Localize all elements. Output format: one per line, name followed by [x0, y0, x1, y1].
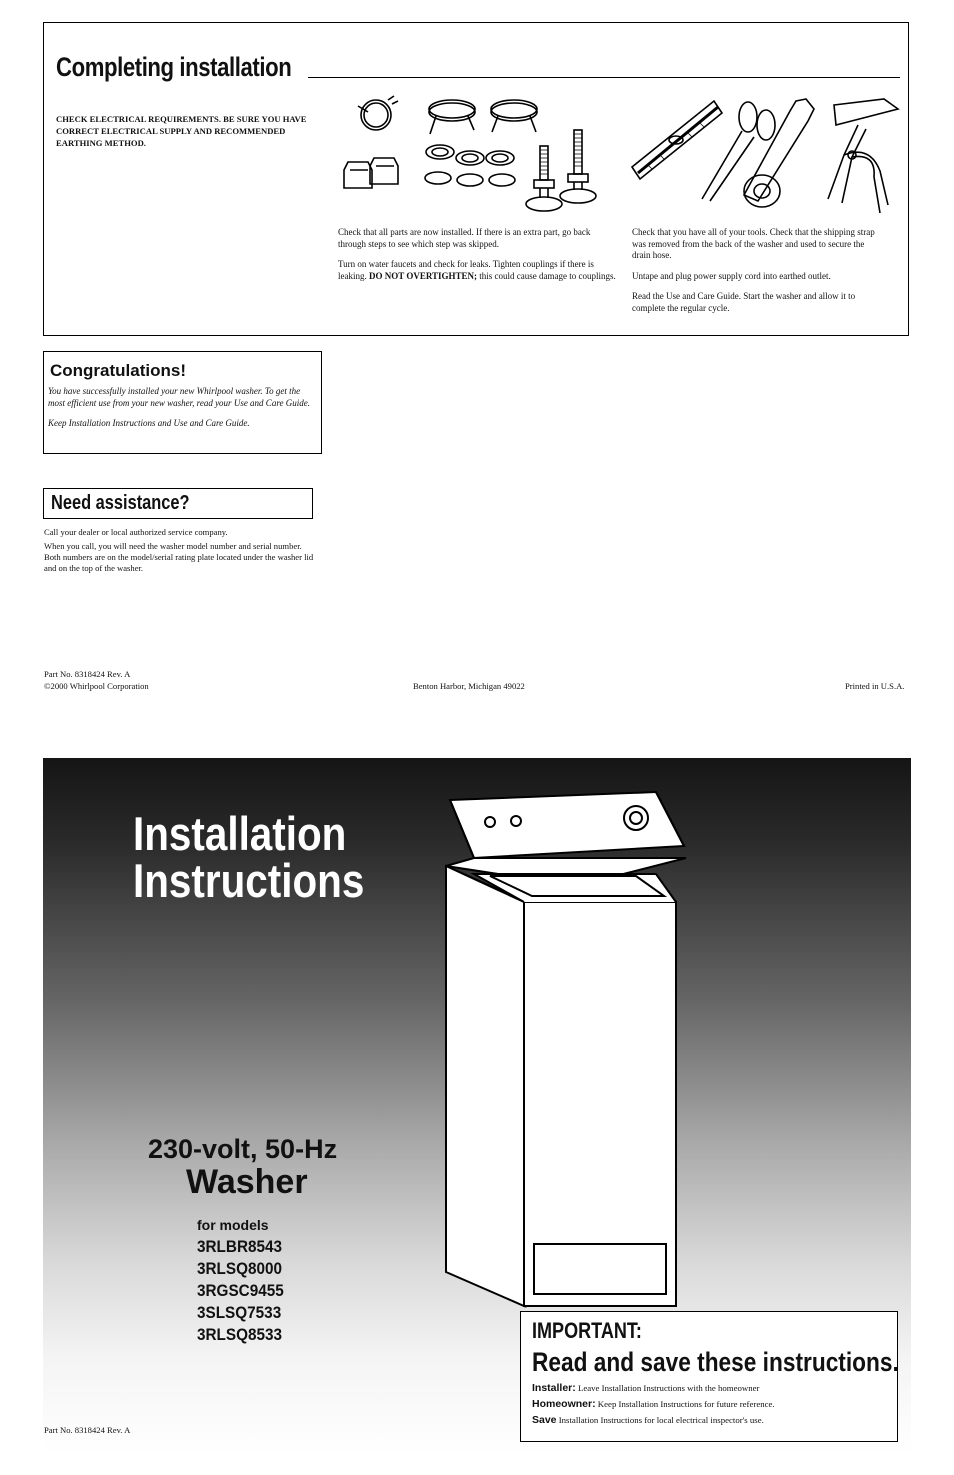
role-instructions: [532, 1380, 775, 1428]
completing-installation-title: Completing installation: [56, 52, 292, 82]
copyright: ©2000 Whirlpool Corporation: [44, 680, 149, 691]
important-heading: IMPORTANT:: [532, 1318, 642, 1343]
flat-washer-icon: [486, 151, 514, 165]
cover-title: Installation Instructions: [133, 807, 365, 907]
need-assistance-body: [44, 527, 316, 577]
overtighten-warning: DO NOT OVERTIGHTEN;: [369, 270, 478, 281]
untape-text: Untape and plug power supply cord into earthed outlet.: [632, 270, 831, 281]
washer-icon: [440, 786, 700, 1310]
voltage-rating: 230-volt, 50-Hz: [148, 1134, 338, 1164]
electrical-requirements-note: CHECK ELECTRICAL REQUIREMENTS. BE SURE YOU HAVE CORRECT ELECTRICAL SUPPLY AND RECOMMENDED EARTHING METHOD.: [56, 114, 307, 148]
footer-location: Benton Harbor, Michigan 49022: [413, 681, 525, 691]
fitting-icon: [344, 162, 372, 188]
installer-line: Installer: Leave Installation Instructions with the homeowner: [532, 1382, 760, 1394]
congratulations-body: [48, 386, 316, 439]
scissors-icon: [739, 102, 757, 132]
parts-check-column: [338, 227, 616, 291]
save-line: Save Installation Instructions for local electrical inspector's use.: [532, 1414, 764, 1426]
read-save-heading: Read and save these instructions.: [532, 1347, 899, 1377]
models-label: for models: [197, 1217, 269, 1233]
pliers-icon: [828, 125, 866, 203]
title-rule: [308, 77, 900, 78]
tools-check-column: [632, 227, 882, 323]
part-number: Part No. 8318424 Rev. A: [44, 669, 131, 679]
hose-clamp-icon: [361, 100, 391, 130]
model-number: 3SLSQ7533: [197, 1303, 282, 1322]
read-guide-text: Read the Use and Care Guide. Start the washer and allow it to complete the regular cycle.: [632, 291, 856, 313]
footer-left: [44, 669, 149, 692]
model-number: 3RLBR8543: [197, 1237, 283, 1256]
call-dealer-text: Call your dealer or local authorized service company.: [44, 527, 228, 537]
model-number: 3RLSQ8533: [197, 1325, 283, 1344]
model-number: 3RLSQ8000: [197, 1259, 283, 1278]
faucets-check-text: Turn on water faucets and check for leaks. Tighten couplings if there is leaking. DO NOT OVERTIGHTEN; this could cause damage to couplings.: [338, 259, 616, 281]
footer-printed: Printed in U.S.A.: [845, 681, 905, 691]
homeowner-line: Homeowner: Keep Installation Instructions for future reference.: [532, 1398, 775, 1410]
parts-check-text: Check that all parts are now installed. If there is an extra part, go back through steps to see which step was skipped.: [338, 227, 591, 249]
flat-washer-icon: [456, 151, 484, 165]
model-number-text: When you call, you will need the washer model number and serial number. Both numbers are on the model/serial rating plate located under the washer lid and on the top of the washer.: [44, 541, 314, 573]
screwdriver-icon: [834, 99, 898, 125]
model-list: [197, 1214, 293, 1346]
keep-instructions-text: Keep Installation Instructions and Use and Care Guide.: [48, 418, 250, 428]
need-assistance-title: Need assistance?: [51, 492, 190, 514]
hose-parts-illustration: [340, 92, 620, 220]
congratulations-title: Congratulations!: [50, 361, 186, 380]
tools-illustration: [630, 95, 906, 217]
congratulations-text: You have successfully installed your new Whirlpool washer. To get the most efficient use from your new washer, read your Use and Care Guide.: [48, 386, 310, 408]
flat-washer-icon: [426, 145, 454, 159]
fitting-icon: [370, 158, 398, 184]
model-number: 3RGSC9455: [197, 1281, 284, 1300]
leveling-leg-icon: [574, 130, 582, 174]
tools-check-text: Check that you have all of your tools. Check that the shipping strap was removed from the back of the washer and used to secure the drain hose.: [632, 227, 875, 260]
cover-part-number: Part No. 8318424 Rev. A: [44, 1425, 131, 1435]
product-name: Washer: [186, 1163, 308, 1201]
leveling-leg-icon: [540, 146, 548, 180]
